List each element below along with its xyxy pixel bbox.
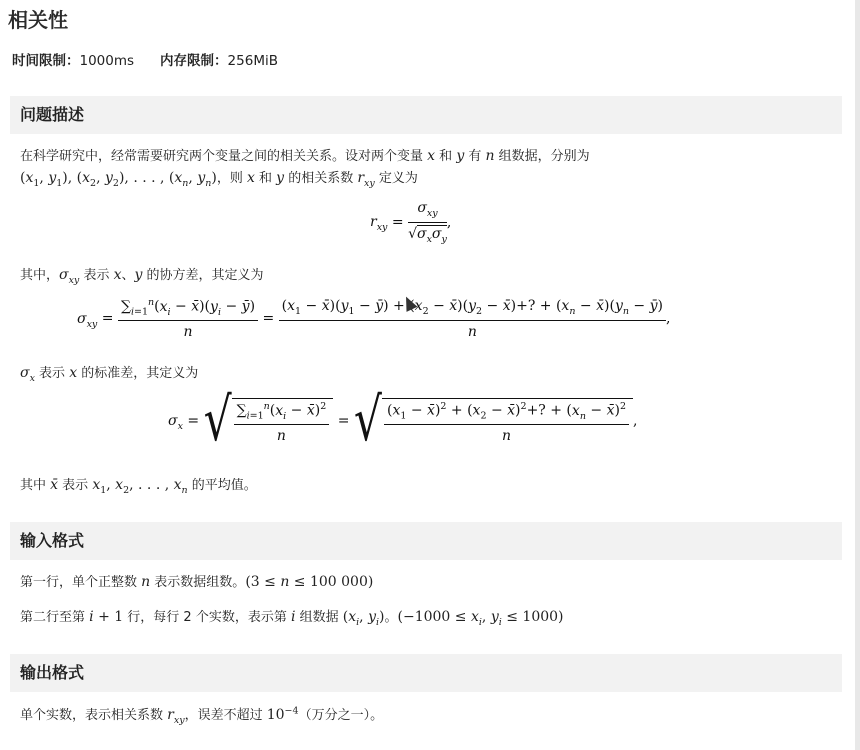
formula-correlation: $r_{xy}$ = $\frac{\sigma_{xy}}{√\sigma_x\sigma_y}$ ,: [370, 200, 452, 245]
formula-std-dev: $\sigma_x$ = √ $\frac{\sum_{i=1}^n(x_i - x̄)^2}{n}$ = √ $\frac{(x_1 - x̄)^2 + (x_2 - x̄)^2+? + (x_n - x̄)^2}{n}$ ,: [168, 386, 638, 455]
formula-covariance: $\sigma_{xy}$ = $\frac{\sum_{i=1}^n(x_i - x̄)(y_i - ȳ)}{n}$ = $\frac{(x_1 - x̄)(y_1 - ȳ) + (x_2 - x̄)(y_2 - x̄)+? + (x_n - x̄)(y_n - ȳ)}{n}$ ,: [77, 297, 671, 341]
memory-limit-value: 256MiB: [227, 53, 278, 69]
section-header-output: 输出格式: [10, 654, 842, 692]
output-line-1: 单个实数，表示相关系数 $r_{xy}$，误差不超过 $10^{-4}$（万分之一）。: [20, 705, 384, 726]
input-line-1: 第一行，单个正整数 n 表示数据组数。(3 ≤ n ≤ 100 000): [20, 574, 374, 590]
description-line-2: ($x_1$, $y_1$), ($x_2$, $y_2$), . . . , ($x_n$, $y_n$)，则 x 和 y 的相关系数 $r_{xy}$ 定义为: [20, 170, 418, 189]
memory-limit-label: 内存限制：: [160, 53, 228, 69]
description-line-3: 其中，$\sigma_{xy}$ 表示 x、y 的协方差，其定义为: [20, 267, 264, 286]
description-line-5: 其中 x̄ 表示 $x_1$, $x_2$, . . . , $x_n$ 的平均值。: [20, 477, 257, 496]
section-header-description: 问题描述: [10, 96, 842, 134]
scrollbar-track[interactable]: [855, 0, 860, 750]
time-limit-label: 时间限制：: [12, 53, 80, 69]
time-limit-value: 1000ms: [79, 53, 135, 69]
section-header-input: 输入格式: [10, 522, 842, 560]
description-line-1: 在科学研究中，经常需要研究两个变量之间的相关关系。设对两个变量 x 和 y 有 n 组数据，分别为: [20, 148, 590, 164]
page-title: 相关性: [8, 8, 68, 32]
description-line-4: $\sigma_x$ 表示 x 的标准差，其定义为: [20, 365, 199, 384]
input-line-2: 第二行至第 i + 1 行，每行 2 个实数，表示第 i 组数据 ($x_i$, $y_i$)。($-1000 \le x_i$, $y_i \le 1000$): [20, 609, 564, 628]
limits-bar: [12, 49, 278, 69]
